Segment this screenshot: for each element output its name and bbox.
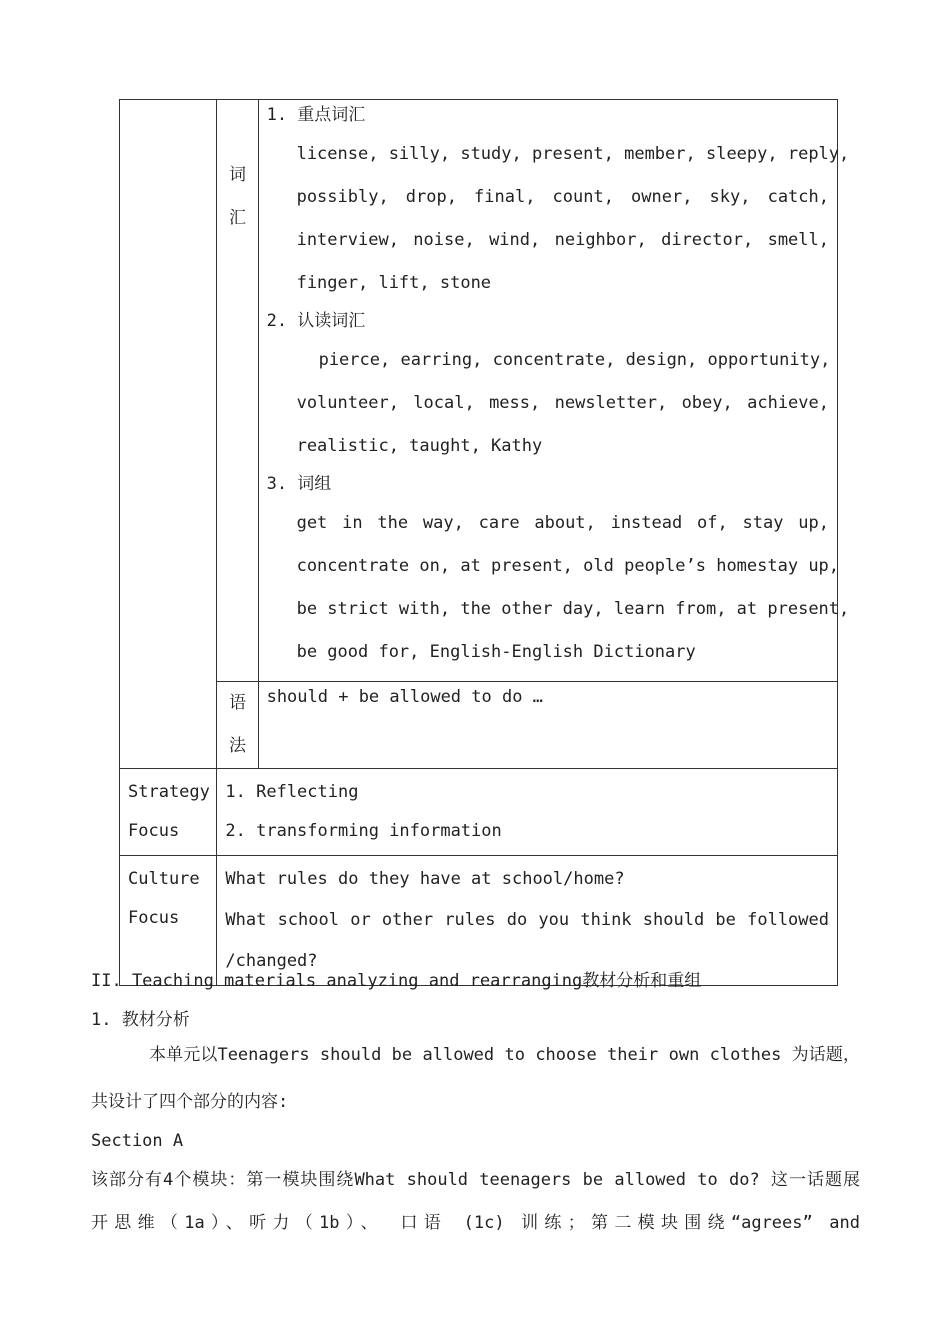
reading-vocab-heading: 2. 认读词汇 <box>266 311 366 331</box>
vocab-content-cell <box>258 100 850 682</box>
grammar-content-cell <box>258 682 837 769</box>
subsection-1-heading: 1. 教材分析 <box>91 1010 190 1030</box>
key-vocab-line: license, silly, study, present, member, sleepy, reply, <box>296 144 850 164</box>
phrases-line: get in the way, care about, instead of, stay up, <box>296 513 829 533</box>
culture-label-line-2: Focus <box>128 908 180 928</box>
strategy-content-cell <box>217 769 838 856</box>
culture-label-line-1: Culture <box>128 869 200 889</box>
phrases-line: be good for, English-English Dictionary <box>296 642 696 662</box>
section-a-heading: Section A <box>91 1131 184 1151</box>
paragraph-1-line-1: 本单元以Teenagers should be allowed to choose their own clothes 为话题， <box>149 1045 860 1065</box>
strategy-row <box>120 769 838 856</box>
grammar-label-char-1: 语 <box>228 693 246 713</box>
reading-vocab-line: realistic, taught, Kathy <box>296 436 543 456</box>
vocab-label-char-2: 汇 <box>228 208 246 228</box>
strategy-item: 2. transforming information <box>225 821 502 841</box>
strategy-label-line-2: Focus <box>128 821 180 841</box>
vocabulary-row <box>120 100 838 682</box>
grammar-text: should + be allowed to do … <box>266 687 543 707</box>
vocab-label-char-1: 词 <box>228 165 246 185</box>
culture-question-1: What rules do they have at school/home? <box>225 869 625 889</box>
culture-question-2-cont: /changed? <box>225 951 318 971</box>
section-2-heading: II. Teaching materials analyzing and rearranging教材分析和重组 <box>91 971 702 991</box>
lesson-plan-table <box>119 99 850 986</box>
culture-question-2: What school or other rules do you think should be followed <box>225 910 829 930</box>
paragraph-1-line-2: 共设计了四个部分的内容: <box>91 1092 289 1112</box>
paragraph-2-line-1: 该部分有4个模块：第一模块围绕What should teenagers be allowed to do? 这一话题展 <box>91 1170 860 1190</box>
vocab-label-cell <box>217 100 258 682</box>
paragraph-2-line-2: 开思维（1a）、听力（1b）、 口语 (1c) 训练；第二模块围绕“agrees” and <box>91 1213 860 1233</box>
empty-label-cell <box>120 100 217 769</box>
key-vocab-line: finger, lift, stone <box>296 273 492 293</box>
reading-vocab-line: pierce, earring, concentrate, design, opportunity, <box>318 350 831 370</box>
strategy-label-line-1: Strategy <box>128 782 210 802</box>
grammar-row <box>120 682 838 769</box>
phrases-heading: 3. 词组 <box>266 474 332 494</box>
grammar-label-char-2: 法 <box>228 736 246 756</box>
key-vocab-line: interview, noise, wind, neighbor, director, smell, <box>296 230 829 250</box>
reading-vocab-line: volunteer, local, mess, newsletter, obey, achieve, <box>296 393 829 413</box>
key-vocab-line: possibly, drop, final, count, owner, sky, catch, <box>296 187 829 207</box>
phrases-line: concentrate on, at present, old people’s homestay up, <box>296 556 840 576</box>
strategy-item: 1. Reflecting <box>225 782 359 802</box>
phrases-line: be strict with, the other day, learn from, at present, <box>296 599 850 619</box>
key-vocab-heading: 1. 重点词汇 <box>266 105 366 125</box>
strategy-label-cell <box>120 769 217 856</box>
grammar-label-cell <box>217 682 258 769</box>
